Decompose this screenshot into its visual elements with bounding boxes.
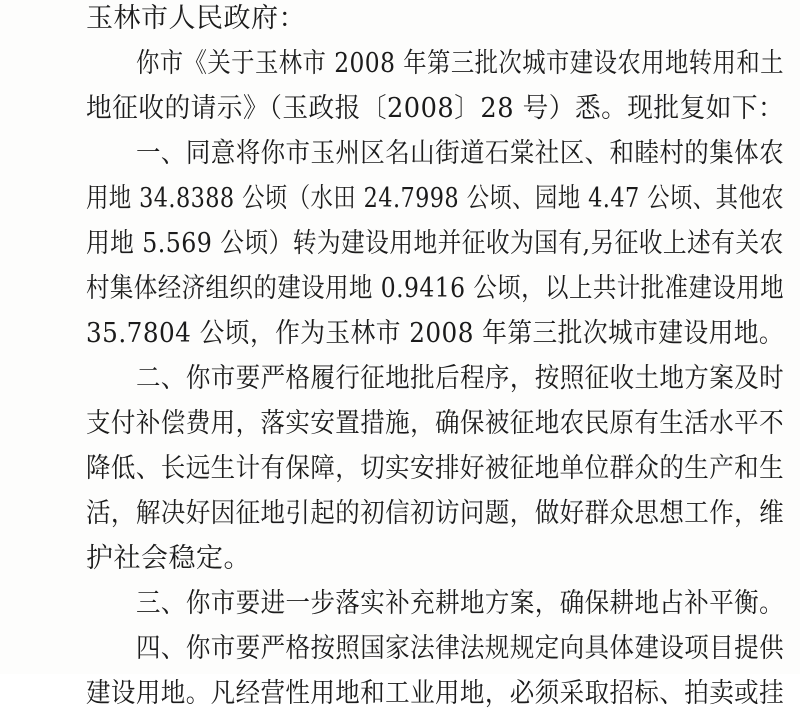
body-line: 二、你市要严格履行征地批后程序，按照征收土地方案及时 [136, 363, 785, 394]
body-line: 35.7804 公顷，作为玉林市 2008 年第三批次城市建设用地。 [86, 318, 785, 349]
body-line: 护社会稳定。 [86, 543, 251, 574]
body-line: 一、同意将你市玉州区名山街道石棠社区、和睦村的集体农 [136, 138, 785, 169]
body-line: 三、你市要进一步落实补充耕地方案，确保耕地占补平衡。 [136, 588, 785, 619]
body-line: 用地 5.569 公顷）转为建设用地并征收为国有,另征收上述有关农 [86, 228, 784, 259]
body-line: 四、你市要严格按照国家法律法规规定向具体建设项目提供 [136, 633, 785, 664]
body-line: 降低、长远生计有保障，切实安排好被征地单位群众的生产和生 [86, 453, 785, 484]
body-line: 村集体经济组织的建设用地 0.9416 公顷，以上共计批准建设用地 [86, 273, 785, 304]
body-line: 地征收的请示》（玉政报〔2008〕28 号）悉。现批复如下： [86, 93, 785, 124]
body-line: 支付补偿费用，落实安置措施，确保被征地农民原有生活水平不 [86, 408, 785, 439]
salutation-line: 玉林市人民政府： [86, 3, 306, 34]
body-line: 你市《关于玉林市 2008 年第三批次城市建设农用地转用和土 [136, 48, 784, 79]
body-line: 活，解决好因征地引起的初信初访问题，做好群众思想工作，维 [86, 498, 785, 529]
body-line: 用地 34.8388 公顷（水田 24.7998 公顷、园地 4.47 公顷、其他农 [86, 183, 784, 214]
body-line: 建设用地。凡经营性用地和工业用地，必须采取招标、拍卖或挂 [86, 678, 785, 709]
